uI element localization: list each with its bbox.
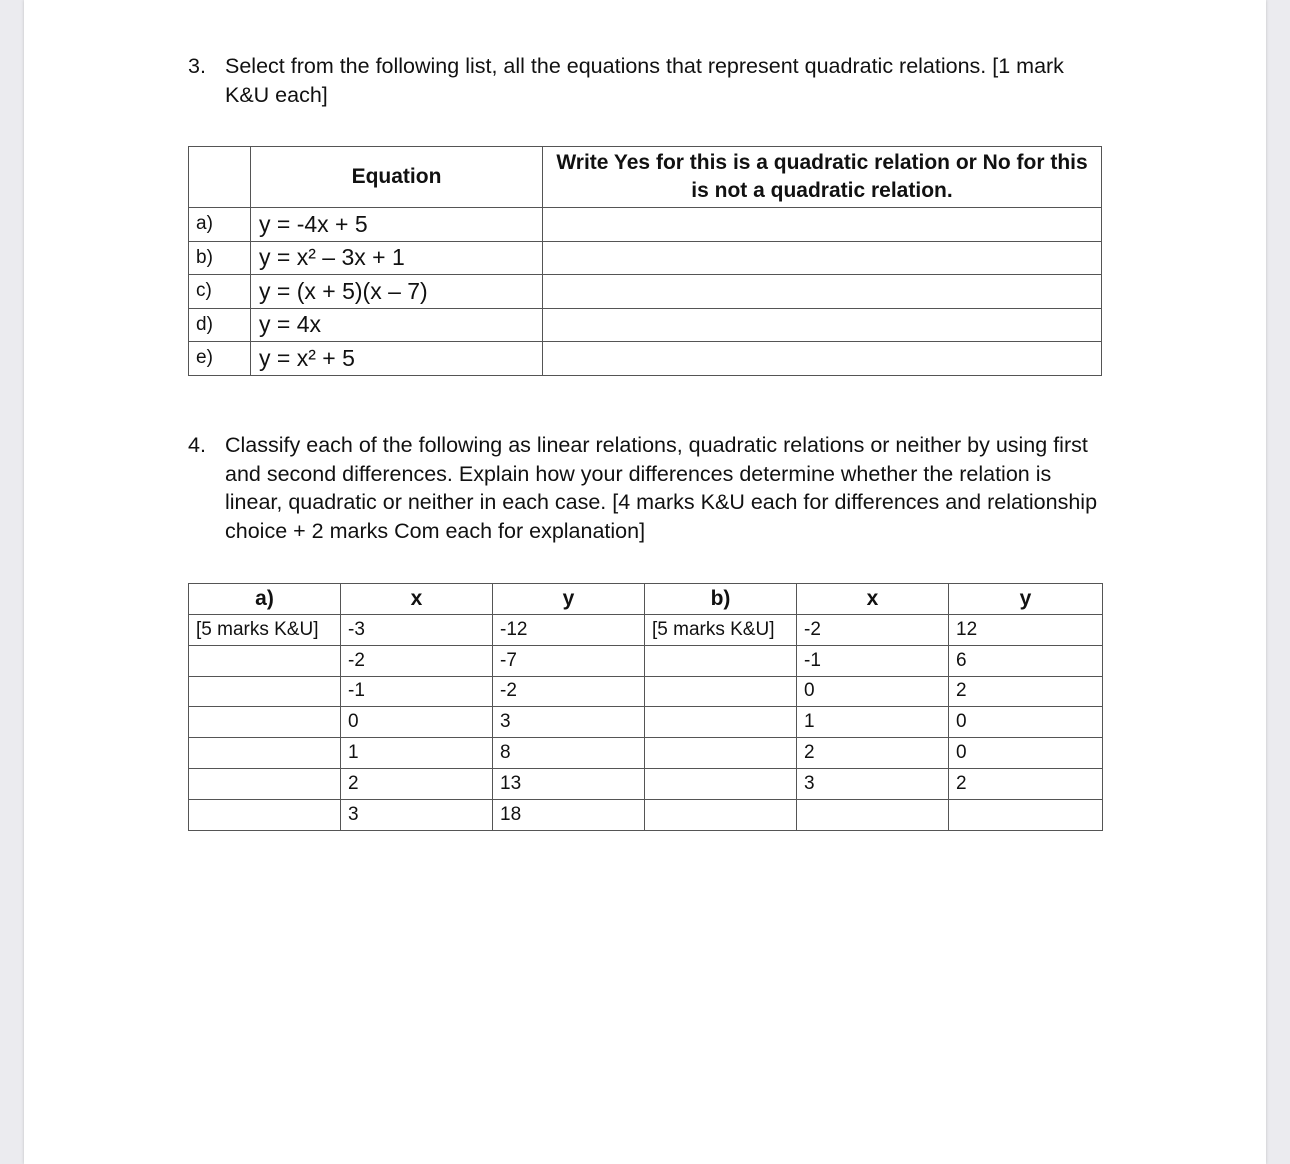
part-b-x-value: [797, 799, 949, 830]
part-a-x-value: 2: [341, 768, 493, 799]
question-3-text: Select from the following list, all the equations that represent quadratic relations. [1 mark K&U each]: [225, 54, 1064, 107]
part-a-y-value: 13: [493, 768, 645, 799]
part-a-y-value: 8: [493, 738, 645, 769]
row-equation: y = x² + 5: [251, 342, 543, 376]
part-b-x-value: 0: [797, 676, 949, 707]
part-b-x-value: 2: [797, 738, 949, 769]
row-equation: y = 4x: [251, 308, 543, 342]
answer-cell[interactable]: [543, 342, 1102, 376]
part-a-work-cell[interactable]: [189, 768, 341, 799]
part-a-work-cell[interactable]: [189, 707, 341, 738]
part-b-marks: [5 marks K&U]: [645, 615, 797, 646]
table-row: [189, 275, 1102, 309]
part-b-y-header: y: [949, 584, 1103, 615]
part-b-x-value: 3: [797, 768, 949, 799]
part-b-y-value: 0: [949, 707, 1103, 738]
table-row: [189, 241, 1102, 275]
part-b-work-cell[interactable]: [645, 768, 797, 799]
part-b-y-value: 12: [949, 615, 1103, 646]
row-label: d): [189, 308, 251, 342]
part-b-x-value: -1: [797, 645, 949, 676]
part-b-work-cell[interactable]: [645, 676, 797, 707]
row-equation: y = (x + 5)(x – 7): [251, 275, 543, 309]
answer-cell[interactable]: [543, 275, 1102, 309]
part-b-work-cell[interactable]: [645, 799, 797, 830]
table-row: [189, 208, 1102, 242]
header-answer: Write Yes for this is a quadratic relation or No for this is not a quadratic relation.: [543, 147, 1102, 208]
part-a-y-value: 18: [493, 799, 645, 830]
row-label: c): [189, 275, 251, 309]
table-row: [189, 342, 1102, 376]
answer-cell[interactable]: [543, 208, 1102, 242]
row-equation: y = -4x + 5: [251, 208, 543, 242]
part-a-x-value: -2: [341, 645, 493, 676]
part-a-work-cell[interactable]: [189, 645, 341, 676]
part-a-y-value: -2: [493, 676, 645, 707]
part-b-y-value: 0: [949, 738, 1103, 769]
table-header-row: [189, 147, 1102, 208]
question-3: [188, 52, 1103, 109]
part-a-y-value: -12: [493, 615, 645, 646]
quadratic-selection-table: [188, 146, 1102, 376]
question-4-text: Classify each of the following as linear relations, quadratic relations or neither by using first and second differences. Explain how your differences determine whether the relation is linear, quadratic or neither in each case. [4 marks K&U each for differences and relationship choice + 2 marks Com each for explanation]: [225, 433, 1098, 543]
table-row: [189, 738, 1103, 769]
part-a-x-value: -1: [341, 676, 493, 707]
table-row: [189, 799, 1103, 830]
part-a-y-value: 3: [493, 707, 645, 738]
part-b-x-header: x: [797, 584, 949, 615]
part-b-label: b): [645, 584, 797, 615]
question-4-number: 4.: [188, 433, 206, 457]
part-b-work-cell[interactable]: [645, 738, 797, 769]
part-b-work-cell[interactable]: [645, 645, 797, 676]
table-header-row: [189, 584, 1103, 615]
table-row: [189, 707, 1103, 738]
part-a-x-value: 1: [341, 738, 493, 769]
header-equation: Equation: [251, 147, 543, 208]
part-b-x-value: 1: [797, 707, 949, 738]
part-b-y-value: [949, 799, 1103, 830]
part-b-y-value: 6: [949, 645, 1103, 676]
differences-table: [188, 583, 1103, 831]
part-b-y-value: 2: [949, 768, 1103, 799]
table-row: [189, 615, 1103, 646]
row-label: b): [189, 241, 251, 275]
part-a-work-cell[interactable]: [189, 738, 341, 769]
part-b-work-cell[interactable]: [645, 707, 797, 738]
answer-cell[interactable]: [543, 308, 1102, 342]
table-row: [189, 676, 1103, 707]
row-equation: y = x² – 3x + 1: [251, 241, 543, 275]
row-label: a): [189, 208, 251, 242]
table-row: [189, 768, 1103, 799]
question-3-number: 3.: [188, 54, 206, 78]
question-4: [188, 431, 1103, 545]
part-a-y-value: -7: [493, 645, 645, 676]
part-b-x-value: -2: [797, 615, 949, 646]
part-a-x-value: -3: [341, 615, 493, 646]
part-a-y-header: y: [493, 584, 645, 615]
part-b-y-value: 2: [949, 676, 1103, 707]
part-a-x-header: x: [341, 584, 493, 615]
table-row: [189, 308, 1102, 342]
header-blank: [189, 147, 251, 208]
part-a-x-value: 0: [341, 707, 493, 738]
part-a-label: a): [189, 584, 341, 615]
part-a-work-cell[interactable]: [189, 676, 341, 707]
answer-cell[interactable]: [543, 241, 1102, 275]
row-label: e): [189, 342, 251, 376]
table-row: [189, 645, 1103, 676]
part-a-marks: [5 marks K&U]: [189, 615, 341, 646]
part-a-work-cell[interactable]: [189, 799, 341, 830]
part-a-x-value: 3: [341, 799, 493, 830]
